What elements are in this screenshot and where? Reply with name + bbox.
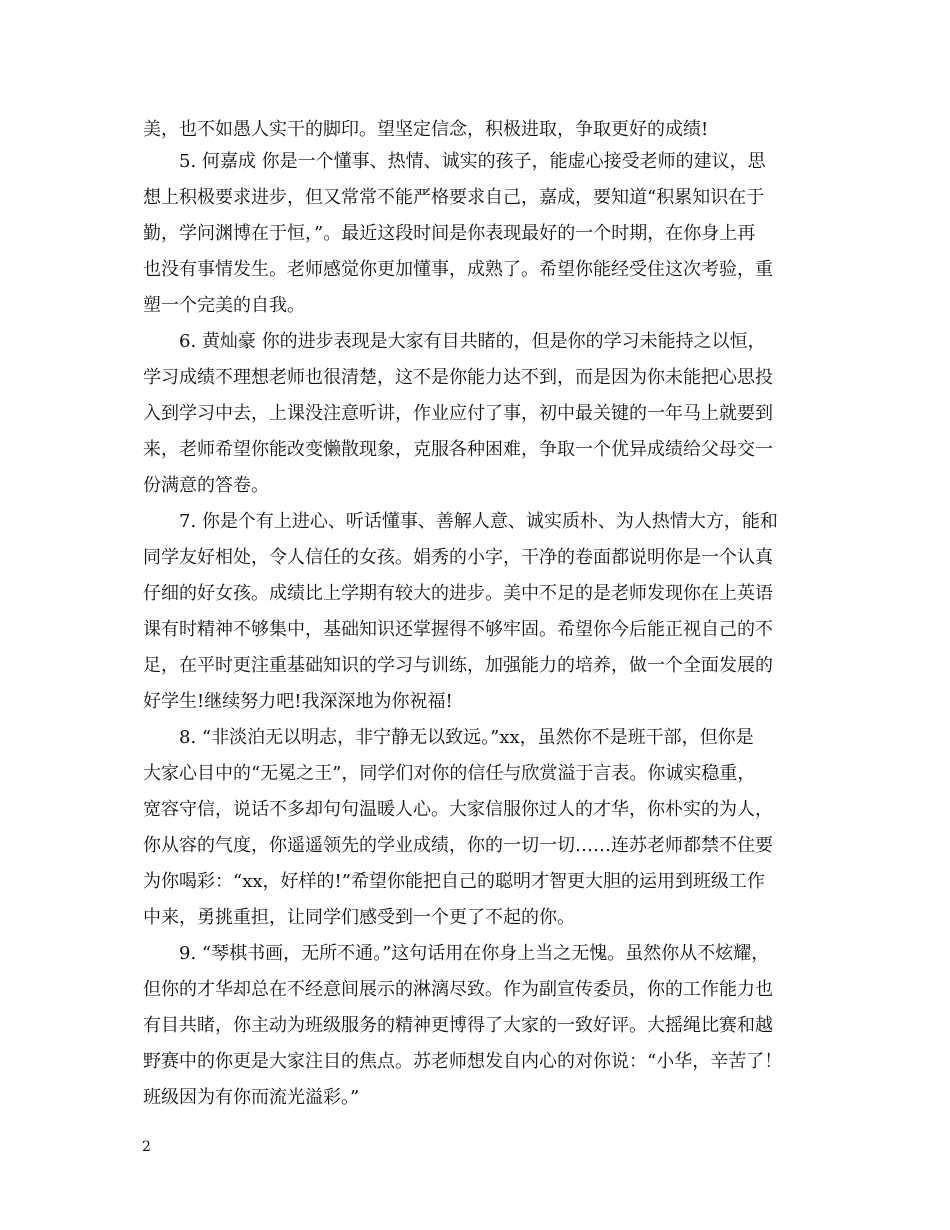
text-line: 班级因为有你而流光溢彩。” xyxy=(143,1087,360,1108)
text-line: 好学生!继续努力吧!我深深地为你祝福! xyxy=(143,691,453,712)
text-line: 宽容守信，说话不多却句句温暖人心。大家信服你过人的才华，你朴实的为人， xyxy=(143,799,773,820)
text-line: 课有时精神不够集中，基础知识还掌握得不够牢固。希望你今后能正视自己的不 xyxy=(143,619,773,640)
text-line: 塑一个完美的自我。 xyxy=(143,295,305,316)
paragraph-6-start: 6. 黄灿豪 你的进步表现是大家有目共睹的，但是你的学习未能持之以恒， xyxy=(179,331,766,352)
text-line: 来，老师希望你能改变懒散现象，克服各种困难，争取一个优异成绩给父母交一 xyxy=(143,439,773,460)
text-line: 足，在平时更注重基础知识的学习与训练，加强能力的培养，做一个全面发展的 xyxy=(143,655,773,676)
text-line: 份满意的答卷。 xyxy=(143,475,269,496)
text-line: 学习成绩不理想老师也很清楚，这不是你能力达不到，而是因为你未能把心思投 xyxy=(143,367,773,388)
text-line: 也没有事情发生。老师感觉你更加懂事，成熟了。希望你能经受住这次考验，重 xyxy=(143,259,773,280)
text-line: 入到学习中去，上课没注意听讲，作业应付了事，初中最关键的一年马上就要到 xyxy=(143,403,773,424)
text-line: 勤，学问渊博在于恒，”。最近这段时间是你表现最好的一个时期，在你身上再 xyxy=(143,223,756,244)
text-line: 大家心目中的“无冕之王”，同学们对你的信任与欣赏溢于言表。你诚实稳重， xyxy=(143,763,756,784)
page-number: 2 xyxy=(142,1139,151,1155)
text-line: 有目共睹，你主动为班级服务的精神更博得了大家的一致好评。大摇绳比赛和越 xyxy=(143,1015,773,1036)
text-line: 为你喝彩：“xx，好样的!”希望你能把自己的聪明才智更大胆的运用到班级工作 xyxy=(143,871,765,892)
paragraph-5-start: 5. 何嘉成 你是一个懂事、热情、诚实的孩子，能虚心接受老师的建议，思 xyxy=(179,151,766,172)
text-line: 你从容的气度，你遥遥领先的学业成绩，你的一切一切……连苏老师都禁不住要 xyxy=(143,835,773,856)
text-line: 中来，勇挑重担，让同学们感受到一个更了不起的你。 xyxy=(143,907,575,928)
text-line: 同学友好相处，令人信任的女孩。娟秀的小字，干净的卷面都说明你是一个认真 xyxy=(143,547,773,568)
text-line: 但你的才华却总在不经意间展示的淋漓尽致。作为副宣传委员，你的工作能力也 xyxy=(143,979,773,1000)
paragraph-8-start: 8. “非淡泊无以明志，非宁静无以致远。”xx，虽然你不是班干部，但你是 xyxy=(179,727,754,748)
paragraph-9-start: 9. “琴棋书画，无所不通。”这句话用在你身上当之无愧。虽然你从不炫耀， xyxy=(179,943,770,964)
text-line: 美，也不如愚人实干的脚印。望坚定信念，积极进取，争取更好的成绩! xyxy=(143,119,709,140)
text-line: 野赛中的你更是大家注目的焦点。苏老师想发自内心的对你说：“小华，辛苦了！ xyxy=(143,1051,783,1072)
text-line: 仔细的好女孩。成绩比上学期有较大的进步。美中不足的是老师发现你在上英语 xyxy=(143,583,773,604)
paragraph-7-start: 7. 你是个有上进心、听话懂事、善解人意、诚实质朴、为人热情大方，能和 xyxy=(179,511,778,532)
text-line: 想上积极要求进步，但又常常不能严格要求自己，嘉成，要知道“积累知识在于 xyxy=(143,187,765,208)
